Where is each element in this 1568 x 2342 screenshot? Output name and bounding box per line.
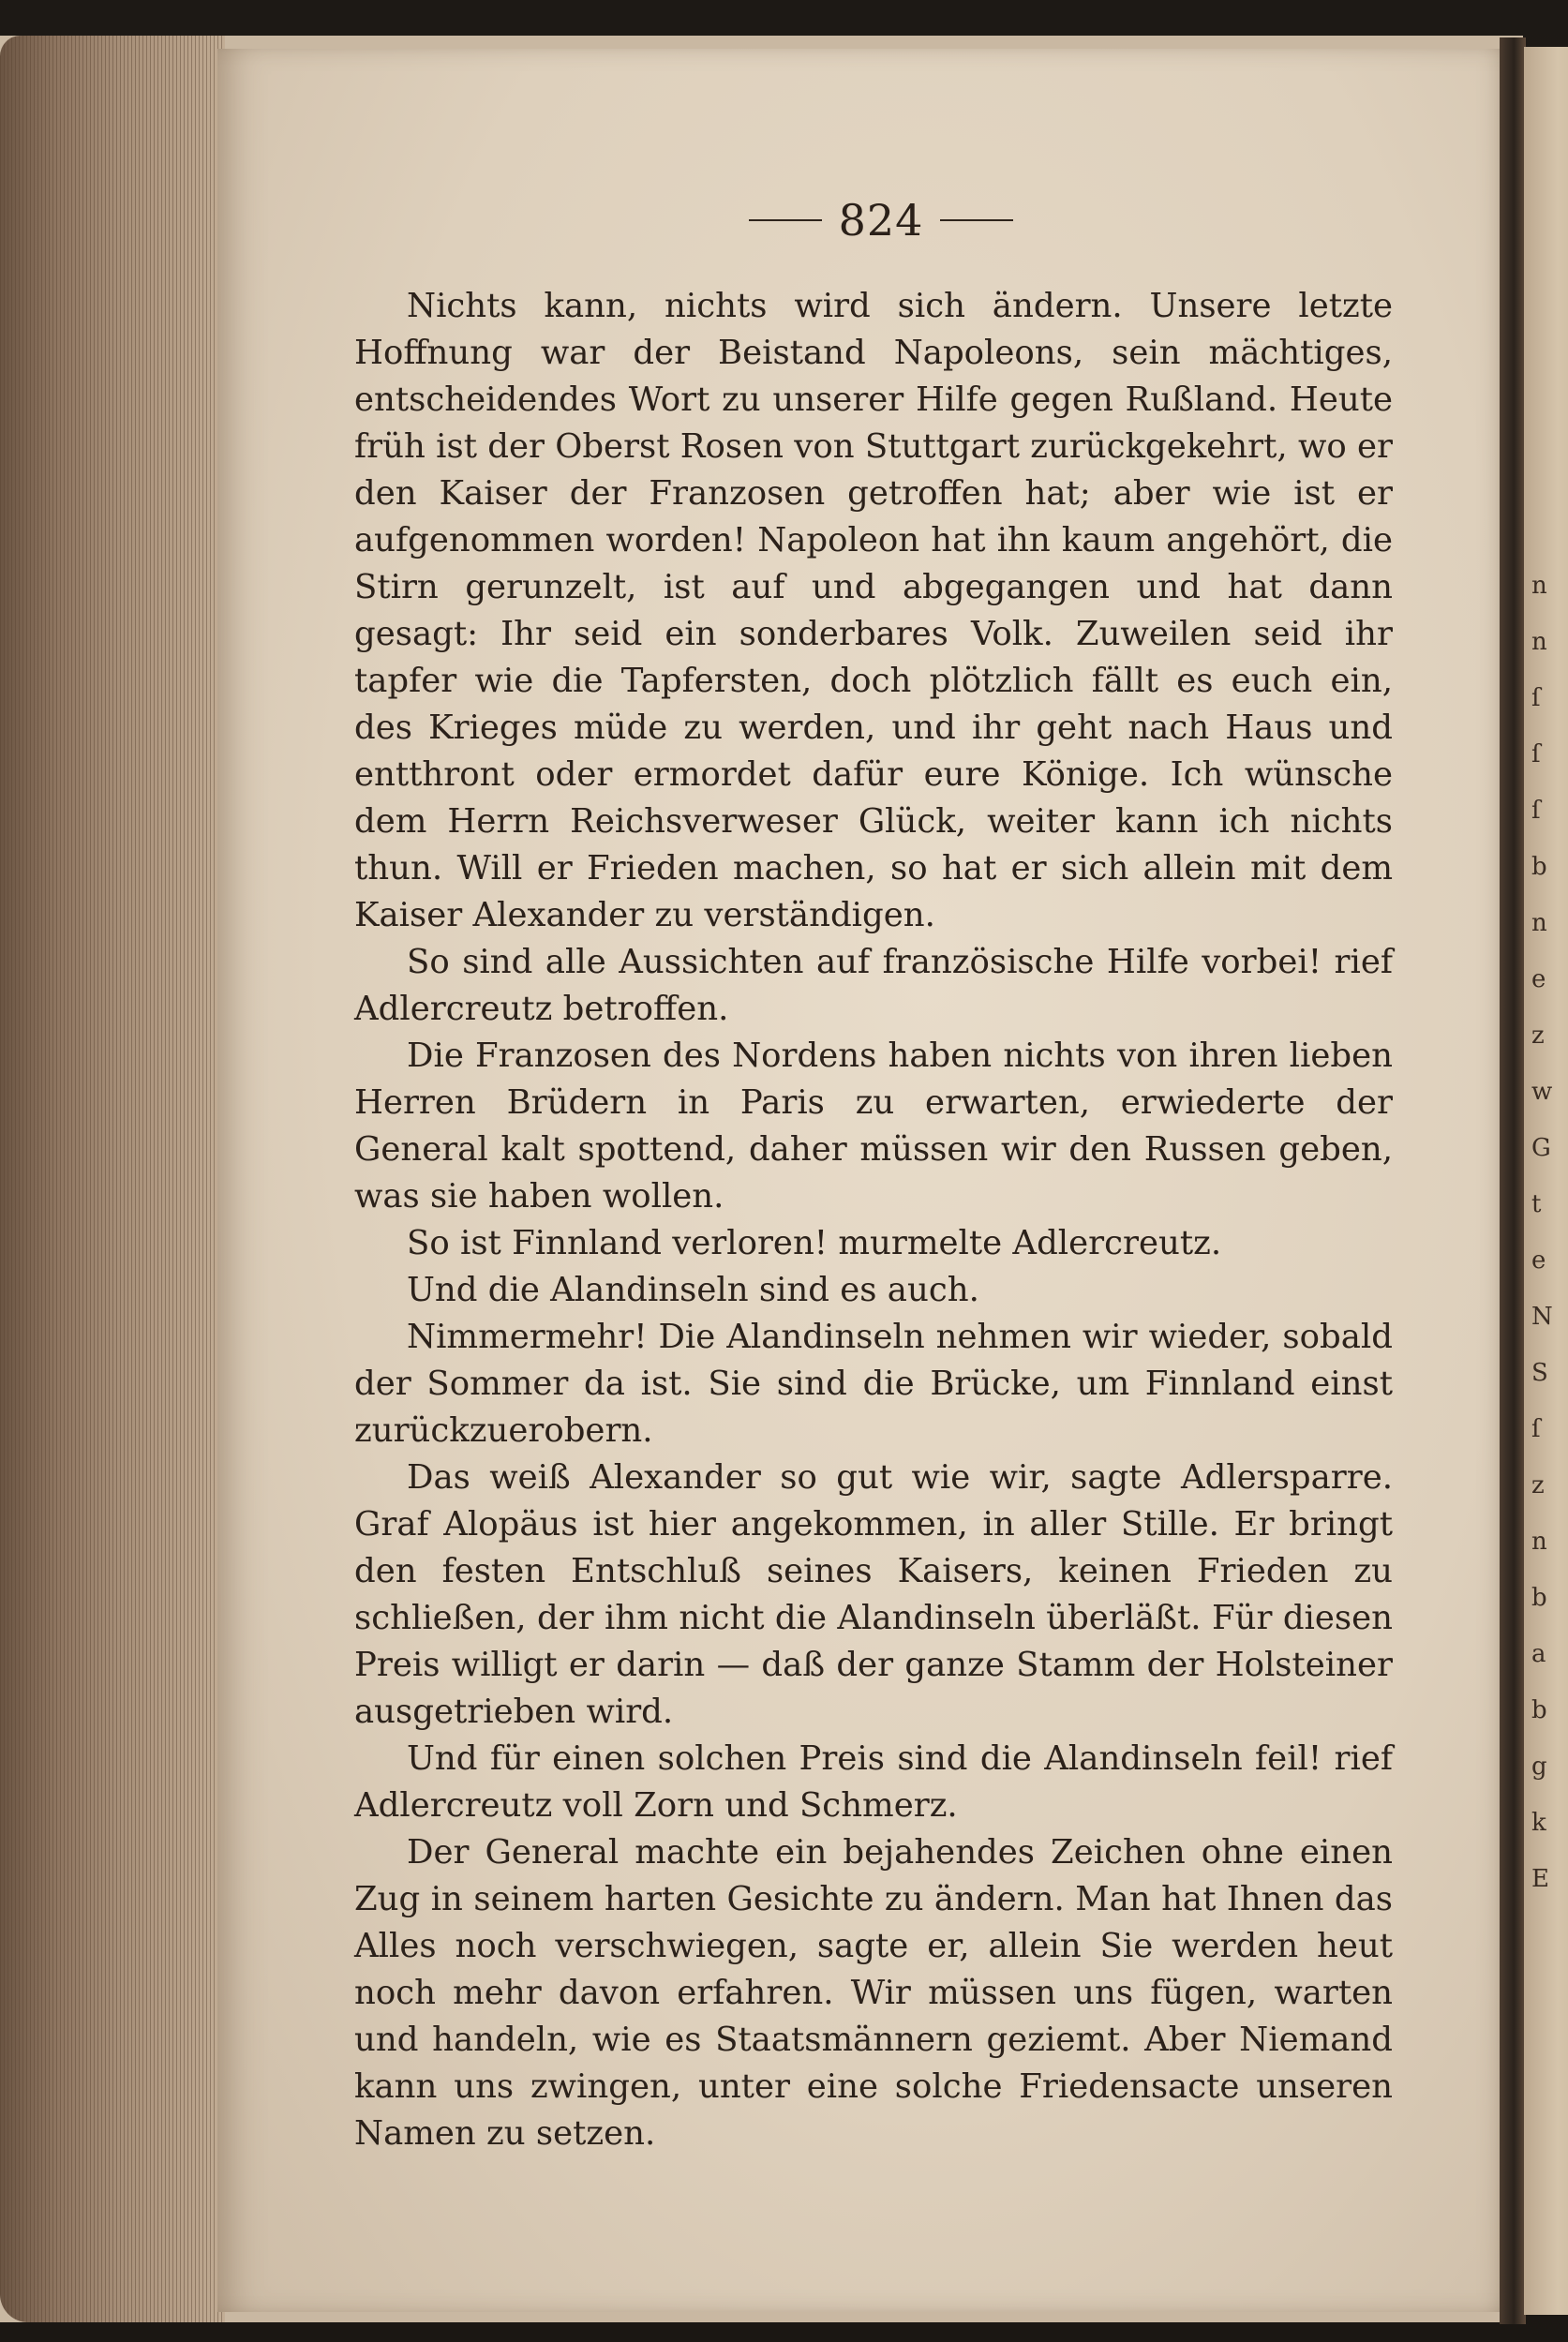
book-gutter: [1500, 37, 1526, 2324]
adjacent-page-letter: n: [1531, 628, 1547, 656]
adjacent-page-letter: N: [1531, 1303, 1553, 1331]
adjacent-page-letter: z: [1531, 1022, 1545, 1050]
page-header: [731, 192, 1031, 248]
paragraph: So sind alle Aussichten auf französische Hilfe vorbei! rief Adlercreutz betroffen.: [354, 943, 1393, 1028]
adjacent-page-letter: b: [1531, 853, 1547, 881]
adjacent-page-letter: n: [1531, 572, 1547, 600]
adjacent-page-letter: S: [1531, 1359, 1548, 1387]
adjacent-page-letter: ſ: [1531, 797, 1541, 825]
adjacent-page-letter: n: [1531, 909, 1547, 937]
paragraph: Und die Alandinseln sind es auch.: [407, 1271, 979, 1309]
header-rule-right: [940, 219, 1013, 221]
adjacent-page-letter: ſ: [1531, 1415, 1541, 1443]
adjacent-page-letter: ſ: [1531, 740, 1541, 768]
adjacent-page-edge: [1524, 47, 1568, 2315]
paragraph: Und für einen solchen Preis sind die Alandinseln feil! rief Adlercreutz voll Zorn und Schmerz.: [354, 1739, 1393, 1825]
adjacent-page-letter: a: [1531, 1640, 1546, 1668]
adjacent-page-letter: n: [1531, 1528, 1547, 1556]
page-edges: [0, 36, 225, 2322]
adjacent-page-letter: w: [1531, 1078, 1553, 1106]
adjacent-page-letter: t: [1531, 1190, 1542, 1218]
adjacent-page-letter: k: [1531, 1809, 1546, 1837]
adjacent-page-letter: z: [1531, 1471, 1545, 1499]
adjacent-page-letter: G: [1531, 1134, 1551, 1162]
page-number: 824: [838, 195, 924, 246]
body-text: [354, 283, 1393, 2157]
adjacent-page-letter: b: [1531, 1584, 1547, 1612]
adjacent-page-letter: g: [1531, 1753, 1547, 1781]
paragraph: So ist Finnland verloren! murmelte Adlercreutz.: [407, 1224, 1222, 1262]
adjacent-page-letter: e: [1531, 965, 1546, 993]
paragraph: Nichts kann, nichts wird sich ändern. Unsere letzte Hoffnung war der Beistand Napoleons, sein mächtiges, entscheidendes Wort zu unserer Hilfe gegen Rußland. Heute früh ist der Oberst Rosen von Stuttgart zurückgekehrt, wo er den Kaiser der Franzosen getroffen hat; aber wie ist er aufgenommen worden! Napoleon hat ihn kaum angehört, die Stirn gerunzelt, ist auf und abgegangen und hat dann gesagt: Ihr seid ein sonderbares Volk. Zuweilen seid ihr tapfer wie die Tapfersten, doch plötzlich fällt es euch ein, des Krieges müde zu werden, und ihr geht nach Haus und entthront oder ermordet dafür eure Könige. Ich wünsche dem Herrn Reichsverweser Glück, weiter kann ich nichts thun. Will er Frieden machen, so hat er sich allein mit dem Kaiser Alexander zu verständigen.: [354, 287, 1393, 934]
adjacent-page-letter: e: [1531, 1246, 1546, 1275]
paragraph: Nimmermehr! Die Alandinseln nehmen wir wieder, sobald der Sommer da ist. Sie sind die Brücke, um Finnland einst zurückzuerobern.: [354, 1318, 1393, 1450]
adjacent-page-letter: ſ: [1531, 684, 1541, 712]
paragraph: Das weiß Alexander so gut wie wir, sagte Adlersparre. Graf Alopäus ist hier angekommen, in aller Stille. Er bringt den festen Entschluß seines Kaisers, keinen Frieden zu schließen, der ihm nicht die Alandinseln überläßt. Für diesen Preis willigt er darin — daß der ganze Stamm der Holsteiner ausgetrieben wird.: [354, 1458, 1393, 1731]
adjacent-page-letter: E: [1531, 1865, 1549, 1893]
paragraph: Der General machte ein bejahendes Zeichen ohne einen Zug in seinem harten Gesichte zu ändern. Man hat Ihnen das Alles noch verschwiegen, sagte er, allein Sie werden heut noch mehr davon erfahren. Wir müssen uns fügen, warten und handeln, wie es Staatsmännern geziemt. Aber Niemand kann uns zwingen, unter eine solche Friedensacte unseren Namen zu setzen.: [354, 1833, 1393, 2153]
paragraph: Die Franzosen des Nordens haben nichts von ihren lieben Herren Brüdern in Paris zu erwarten, erwiederte der General kalt spottend, daher müssen wir den Russen geben, was sie haben wollen.: [354, 1037, 1393, 1216]
header-rule-left: [749, 219, 822, 221]
adjacent-page-letter: b: [1531, 1696, 1547, 1724]
